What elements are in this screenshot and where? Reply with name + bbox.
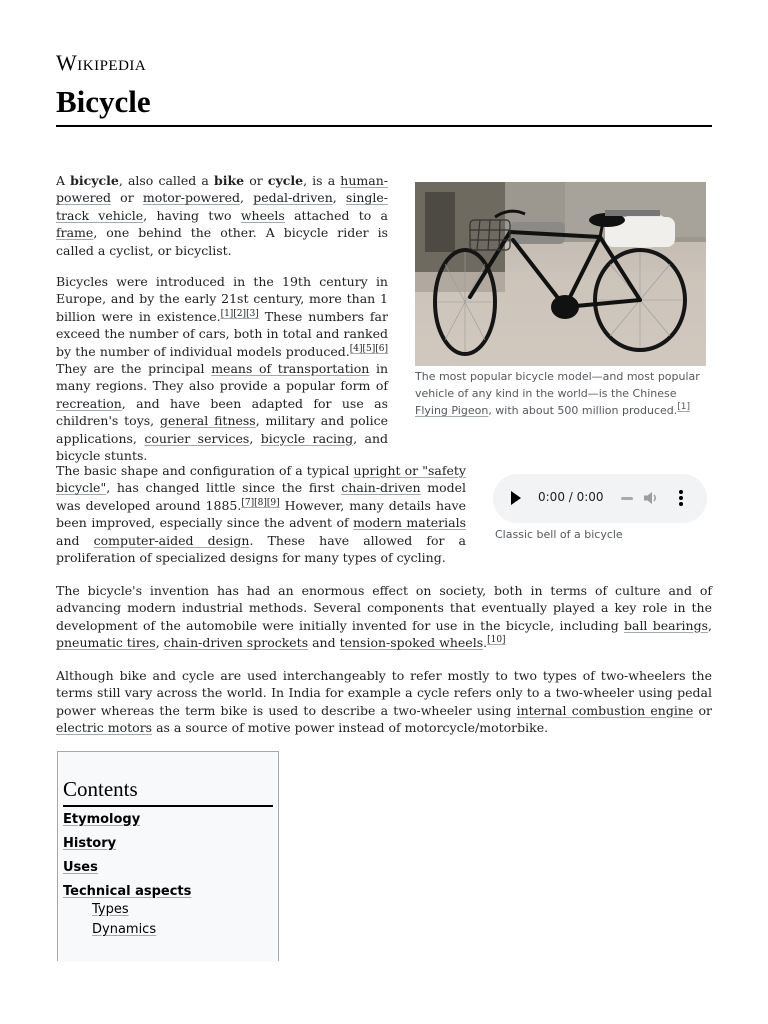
toc-heading: Contents bbox=[63, 777, 138, 801]
audio-progress-bar[interactable] bbox=[621, 497, 633, 500]
citation-link[interactable]: [9] bbox=[266, 497, 280, 508]
link-pedal-driven[interactable]: pedal-driven bbox=[253, 190, 333, 206]
link-pneumatic-tires[interactable]: pneumatic tires bbox=[56, 635, 156, 651]
link-internal-combustion-engine[interactable]: internal combustion engine bbox=[516, 702, 694, 718]
citation-link[interactable]: [3] bbox=[246, 308, 259, 319]
toc-subitem-types[interactable]: Types bbox=[92, 902, 129, 917]
citation-link[interactable]: [5] bbox=[362, 343, 376, 354]
link-general-fitness[interactable]: general fitness bbox=[159, 413, 256, 429]
citation-link[interactable]: [2] bbox=[233, 308, 247, 319]
link-tension-spoked-wheels[interactable]: tension-spoked wheels bbox=[339, 635, 484, 651]
link-wheels[interactable]: wheels bbox=[240, 207, 285, 223]
audio-player bbox=[493, 474, 707, 523]
link-courier-services[interactable]: courier services bbox=[144, 430, 250, 446]
citation-link[interactable]: [1] bbox=[220, 308, 234, 319]
link-modern-materials[interactable]: modern materials bbox=[353, 515, 466, 531]
paragraph-design: The basic shape and configuration of a typical upright or "safety bicycle", has changed little since the first chain-driven model was developed around 1885.[7][8][9] However, many details have been improved, especially since the advent of modern materials and computer-aided design. These have allowed for a proliferation of specialized designs for many types of cycling. bbox=[56, 463, 466, 566]
link-single-track-vehicle[interactable]: single-track vehicle bbox=[56, 190, 389, 223]
title-divider bbox=[56, 125, 712, 127]
toc-divider bbox=[63, 805, 273, 807]
citation-link[interactable]: [7] bbox=[241, 497, 255, 508]
wikipedia-wordmark[interactable]: Wikipedia bbox=[56, 50, 147, 75]
infobox-figure bbox=[415, 182, 707, 419]
citation-link[interactable]: [8] bbox=[254, 497, 267, 508]
citation-link[interactable]: [1] bbox=[677, 402, 690, 412]
link-bicycle-racing[interactable]: bicycle racing bbox=[260, 430, 354, 446]
toc-subitem-dynamics[interactable]: Dynamics bbox=[92, 922, 157, 937]
citation-link[interactable]: [6] bbox=[375, 343, 388, 354]
link-recreation[interactable]: recreation bbox=[56, 395, 122, 411]
bold-term: cycle bbox=[267, 173, 304, 188]
link-electric-motors[interactable]: electric motors bbox=[56, 720, 153, 736]
link-motor-powered[interactable]: motor-powered bbox=[142, 190, 241, 206]
toc-item-technical-aspects[interactable]: Technical aspects bbox=[63, 884, 192, 899]
figure-caption: The most popular bicycle model—and most popular vehicle of any kind in the world—is the Chinese Flying Pigeon, with about 500 million produced.[1] bbox=[415, 370, 700, 417]
citation-link[interactable]: [4] bbox=[349, 343, 363, 354]
link-ball-bearings[interactable]: ball bearings bbox=[623, 617, 709, 633]
bicycle-photo-drawing bbox=[415, 182, 706, 366]
toc-item-etymology[interactable]: Etymology bbox=[63, 812, 141, 827]
table-of-contents bbox=[57, 751, 279, 961]
citation-link[interactable]: [10] bbox=[487, 635, 506, 646]
bicycle-photo[interactable] bbox=[415, 182, 706, 366]
link-chain-driven-sprockets[interactable]: chain-driven sprockets bbox=[163, 635, 309, 651]
paragraph-terminology: Although bike and cycle are used interchangeably to refer mostly to two types of two-wheelers the terms still vary across the world. In India for example a cycle refers only to a two-wheeler using pedal power whereas the term bike is used to describe a two-wheeler using internal combustion engine or electric motors as a source of motive power instead of motorcycle/motorbike. bbox=[56, 668, 713, 736]
play-icon[interactable] bbox=[511, 491, 521, 505]
link-chain-driven[interactable]: chain-driven bbox=[341, 480, 421, 496]
audio-caption: Classic bell of a bicycle bbox=[495, 528, 623, 541]
citation bbox=[221, 309, 259, 319]
link-flying-pigeon[interactable]: Flying Pigeon bbox=[415, 404, 489, 417]
link-safety-bicycle[interactable]: upright or "safety bicycle" bbox=[56, 463, 466, 496]
paragraph-invention-effect: The bicycle's invention has had an enormous effect on society, both in terms of culture and of advancing modern industrial methods. Several components that eventually played a key role in the development of the automobile were initially invented for use in the bicycle, including ball bearings, pneumatic tires, chain-driven sprockets and tension-spoked wheels.[10] bbox=[56, 583, 712, 651]
link-means-of-transportation[interactable]: means of transportation bbox=[211, 361, 370, 377]
bold-term: bike bbox=[214, 173, 245, 188]
page-title: Bicycle bbox=[56, 84, 151, 119]
toc-item-uses[interactable]: Uses bbox=[63, 860, 98, 875]
citation bbox=[350, 344, 388, 354]
citation bbox=[487, 635, 505, 645]
paragraph-intro: A bicycle, also called a bike or cycle, is a human-powered or motor-powered, pedal-driven, single-track vehicle, having two wheels attached to a frame, one behind the other. A bicycle rider is called a cyclist, or bicyclist. bbox=[56, 173, 389, 258]
toc-item-history[interactable]: History bbox=[63, 836, 117, 851]
link-human-powered[interactable]: human-powered bbox=[56, 173, 388, 206]
link-frame[interactable]: frame bbox=[56, 225, 94, 241]
more-options-icon[interactable] bbox=[679, 490, 683, 506]
volume-icon[interactable] bbox=[643, 490, 659, 506]
citation bbox=[241, 498, 279, 508]
link-computer-aided-design[interactable]: computer-aided design bbox=[93, 532, 250, 548]
audio-time: 0:00 / 0:00 bbox=[538, 490, 604, 504]
paragraph-history: Bicycles were introduced in the 19th century in Europe, and by the early 21st century, more than 1 billion were in existence.[1][2][3] These numbers far exceed the number of cars, both in total and ranked by the number of individual models produced.[4][5][6] They are the principal means of transportation in many regions. They also provide a popular form of recreation, and have been adapted for use as children's toys, general fitness, military and police applications, courier services, bicycle racing, and bicycle stunts. bbox=[56, 274, 389, 464]
bold-term: bicycle bbox=[70, 173, 119, 188]
citation bbox=[677, 402, 690, 412]
